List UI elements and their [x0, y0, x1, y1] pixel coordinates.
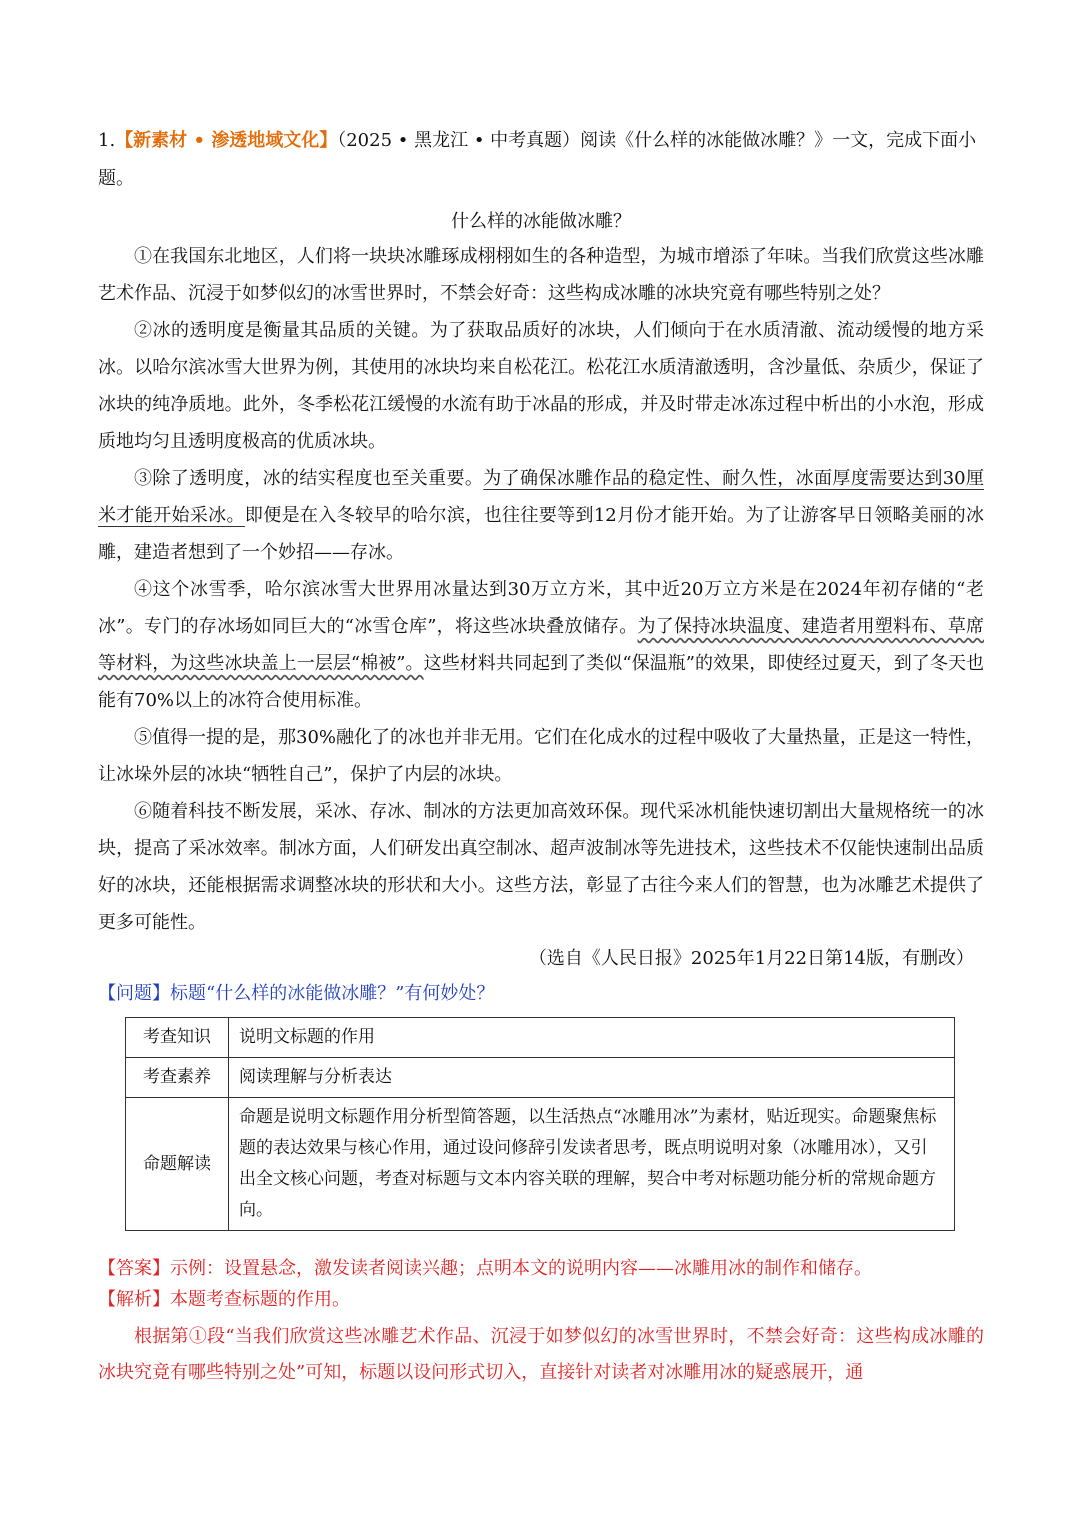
paragraph-2: ②冰的透明度是衡量其品质的关键。为了获取品质好的冰块，人们倾向于在水质清澈、流动缓慢的地方采冰。以哈尔滨冰雪大世界为例，其使用的冰块均来自松花江。松花江水质清澈透明，含沙量低、杂质少，保证了冰块的纯净质地。此外，冬季松花江缓慢的水流有助于冰晶的形成，并及时带走冰冻过程中析出的小水泡，形成质地均匀且透明度极高的优质冰块。: [98, 320, 984, 452]
question-number: 1.: [98, 130, 116, 151]
article-title: 什么样的冰能做冰雕？: [451, 211, 631, 232]
paragraph-3-text-b: 即便是在入冬较早的哈尔滨，也往往要等到12月份才能开始。为了让游客早日领略美丽的冰雕，建造者想到了一个妙招——存冰。: [98, 505, 985, 563]
table-row: [126, 1058, 955, 1098]
table-label: 考查素养: [126, 1058, 229, 1098]
explanation-text: 本题考查标题的作用。: [170, 1289, 350, 1310]
explanation-body: 根据第①段“当我们欣赏这些冰雕艺术作品、沉浸于如梦似幻的冰雪世界时，不禁会好奇：这些构成冰雕的冰块究竟有哪些特别之处”可知，标题以设问形式切入，直接针对读者对冰雕用冰的疑惑展开，通: [98, 1326, 984, 1383]
table-value: 命题是说明文标题作用分析型简答题，以生活热点“冰雕用冰”为素材，贴近现实。命题聚焦标题的表达效果与核心作用，通过设问修辞引发读者思考，既点明说明对象（冰雕用冰），又引出全文核心问题，考查对标题与文本内容关联的理解，契合中考对标题功能分析的常规命题方向。: [229, 1098, 955, 1231]
question-source: （2025 • 黑龙江 • 中考真题）阅读《什么样的冰能做冰雕？》一文，完成下面小题。: [98, 130, 977, 189]
paragraph-1: ①在我国东北地区，人们将一块块冰雕琢成栩栩如生的各种造型，为城市增添了年味。当我们欣赏这些冰雕艺术作品、沉浸于如梦似幻的冰雪世界时，不禁会好奇：这些构成冰雕的冰块究竟有哪些特别之处？: [98, 246, 984, 304]
answer: [98, 1253, 984, 1284]
paragraph-6: ⑥随着科技不断发展，采冰、存冰、制冰的方法更加高效环保。现代采冰机能快速切割出大量规格统一的冰块，提高了采冰效率。制冰方面，人们研发出真空制冰、超声波制冰等先进技术，这些技术不仅能快速制出品质好的冰块，还能根据需求调整冰块的形状和大小。这些方法，彰显了古往今来人们的智慧，也为冰雕艺术提供了更多可能性。: [98, 801, 984, 933]
paragraph-4: [98, 571, 984, 719]
paragraph-3-text-a: ③除了透明度，冰的结实程度也至关重要。: [134, 468, 484, 489]
table-value: 说明文标题的作用: [229, 1018, 955, 1058]
table-row: [126, 1018, 955, 1058]
explanation: [98, 1284, 984, 1315]
paragraph-4-underlined: 为了保持冰块温度、建造者用塑料布、草席等材料，为这些冰块盖上一层层“棉被”。: [98, 616, 985, 674]
table-row: [126, 1098, 955, 1231]
table-value: 阅读理解与分析表达: [229, 1058, 955, 1098]
answer-tag: 【答案】: [98, 1258, 170, 1279]
question-header: [98, 122, 984, 198]
paragraph-3: [98, 460, 984, 571]
explanation-tag: 【解析】: [98, 1289, 170, 1310]
table-label: 考查知识: [126, 1018, 229, 1058]
analysis-table: [125, 1017, 955, 1231]
page: [98, 122, 984, 1391]
paragraph-3-underlined: 为了确保冰雕作品的稳定性、耐久性，冰面厚度需要达到30厘米才能开始采冰。: [98, 468, 984, 526]
article-source: （选自《人民日报》2025年1月22日第14版，有删改）: [528, 948, 974, 969]
paragraph-4-text-a: ④这个冰雪季，哈尔滨冰雪大世界用冰量达到30万立方米，其中近20万立方米是在2024年初存储的“老冰”。专门的存冰场如同巨大的“冰雪仓库”，将这些冰块叠放储存。: [98, 579, 984, 637]
answer-text: 示例：设置悬念，激发读者阅读兴趣；点明本文的说明内容——冰雕用冰的制作和储存。: [170, 1258, 872, 1279]
table-label: 命题解读: [126, 1098, 229, 1231]
question-prompt-text: 标题“什么样的冰能做冰雕？”有何妙处？: [170, 983, 495, 1004]
paragraph-4-text-b: 这些材料共同起到了类似“保温瓶”的效果，即使经过夏天，到了冬天也能有70%以上的冰符合使用标准。: [98, 653, 985, 711]
paragraph-5: ⑤值得一提的是，那30%融化了的冰也并非无用。它们在化成水的过程中吸收了大量热量，正是这一特性，让冰垛外层的冰块“牺牲自己”，保护了内层的冰块。: [98, 727, 985, 785]
question-prompt-tag: 【问题】: [98, 983, 170, 1004]
question-prompt: [98, 977, 984, 1011]
question-tag: 【新素材 • 渗透地域文化】: [115, 130, 338, 151]
